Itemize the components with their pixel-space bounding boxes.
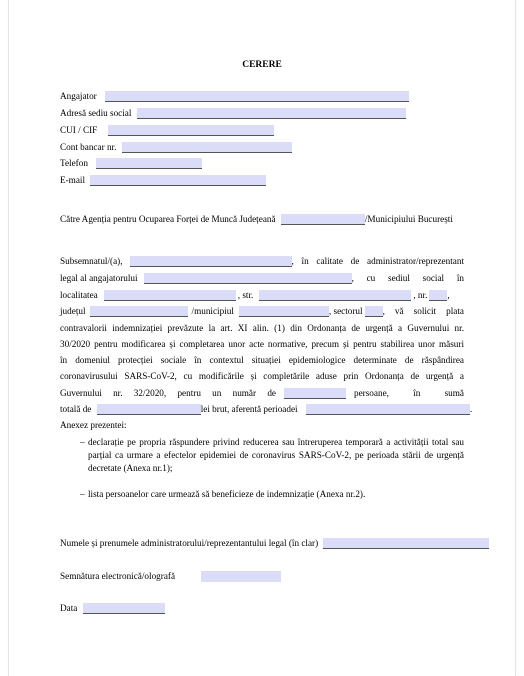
body-text: persoane, în sumă: [354, 388, 464, 398]
date-field[interactable]: [83, 603, 165, 614]
cont-field[interactable]: [122, 142, 292, 153]
bullet-dash: –: [80, 437, 85, 447]
angajator-label: Angajator: [60, 91, 97, 101]
addressee-suffix: /Municipiului București: [364, 214, 453, 224]
body-text: , nr.: [413, 290, 428, 300]
email-field[interactable]: [90, 175, 266, 186]
body-text: , cu sediul social în: [351, 273, 464, 283]
body-line-1: [60, 256, 464, 267]
body-line-7: în domeniul protecției sociale în contextul situației epidemiologice determinate de răspândirea: [60, 355, 464, 365]
period-field[interactable]: [306, 404, 473, 415]
judet-field[interactable]: [281, 214, 365, 225]
date-label: Data: [60, 603, 78, 613]
cui-label: CUI / CIF: [60, 125, 98, 135]
annexes-heading: Anexez prezentei:: [60, 420, 127, 430]
addressee-line: [60, 214, 453, 225]
adresa-field[interactable]: [137, 108, 406, 119]
body-text: Subsemnatul/(a),: [60, 256, 123, 266]
telefon-row: [60, 158, 202, 169]
cont-label: Cont bancar nr.: [60, 142, 117, 152]
body-text: Guvernului nr. 32/2020, pentru un număr de: [60, 388, 276, 398]
street-field[interactable]: [259, 290, 411, 301]
bullet-dash: –: [80, 489, 85, 499]
body-text: , vă solicit plata: [382, 306, 464, 316]
signature-label: Semnătura electronică/olografă: [60, 571, 176, 581]
annex-item-text: lista persoanelor care urmează să beneficieze de indemnizație (Anexa nr.2).: [88, 489, 366, 499]
date-row: [60, 603, 165, 614]
body-text: lei brut, aferentă perioadei: [200, 404, 298, 414]
name-field[interactable]: [130, 256, 292, 267]
signature-row: [60, 571, 281, 582]
signature-field[interactable]: [201, 571, 281, 582]
body-line-10: [60, 404, 472, 415]
body-text: , în calitate de administrator/reprezentant: [291, 256, 464, 266]
body-line-3: [60, 290, 464, 301]
annex-item-2: [80, 488, 464, 501]
adresa-label: Adresă sediu social: [60, 108, 132, 118]
document-title: CERERE: [242, 60, 282, 70]
body-text: legal al angajatorului: [60, 273, 138, 283]
representative-name-label: Numele și prenumele administratorului/reprezentantului legal (în clar): [60, 538, 319, 548]
email-row: [60, 175, 266, 186]
annex-item-1: [80, 436, 464, 475]
body-text: .: [469, 404, 473, 414]
cont-row: [60, 142, 292, 153]
body-line-5: contravalorii indemnizației prevăzute la art. XI alin. (1) din Ordonanța de urgență a Guvernului nr.: [60, 323, 464, 333]
body-line-9: [60, 388, 464, 399]
body-line-4: [60, 306, 464, 317]
email-label: E-mail: [60, 175, 86, 185]
employer-row: [60, 91, 409, 102]
total-amount-field[interactable]: [97, 404, 201, 415]
localitate-field[interactable]: [104, 290, 236, 301]
body-text: localitatea: [60, 290, 98, 300]
persons-count-field[interactable]: [284, 388, 346, 399]
telefon-label: Telefon: [60, 158, 88, 168]
body-text: /municipiul: [191, 306, 234, 316]
representative-name-row: [60, 538, 489, 549]
body-text: județul: [60, 306, 86, 316]
sector-field[interactable]: [365, 306, 383, 317]
annex-item-text: declarație pe propria răspundere privind reducerea sau întreruperea temporară a activității total sau parțial ca urmare a efectelor epidemiei de coronavirus SARS-CoV-2, pe perioada stării de urgență decretate (Anexa nr.1);: [88, 437, 464, 473]
address-row: [60, 108, 406, 119]
body-text: ,: [447, 290, 450, 300]
angajator-field[interactable]: [105, 91, 409, 102]
body-text: , sectorul: [328, 306, 363, 316]
judet-body-field[interactable]: [90, 306, 188, 317]
representative-name-field[interactable]: [323, 538, 489, 549]
number-field[interactable]: [429, 290, 450, 301]
cui-field[interactable]: [108, 125, 274, 136]
addressee-prefix: Către Agenția pentru Ocuparea Forței de Muncă Județeană: [60, 214, 276, 224]
municipiu-field[interactable]: [239, 306, 329, 317]
employer-name-field[interactable]: [144, 273, 352, 284]
body-line-8: coronavirusului SARS-CoV-2, cu modificările și completările aduse prin Ordonanța de urgență a: [60, 371, 464, 381]
body-line-2: [60, 273, 464, 284]
body-line-6: 30/2020 pentru modificarea și completarea unor acte normative, precum și pentru stabilirea unor măsuri: [60, 339, 464, 349]
body-text: , str.: [237, 290, 254, 300]
body-text: totală de: [60, 404, 92, 414]
cui-row: [60, 125, 274, 136]
telefon-field[interactable]: [96, 158, 202, 169]
